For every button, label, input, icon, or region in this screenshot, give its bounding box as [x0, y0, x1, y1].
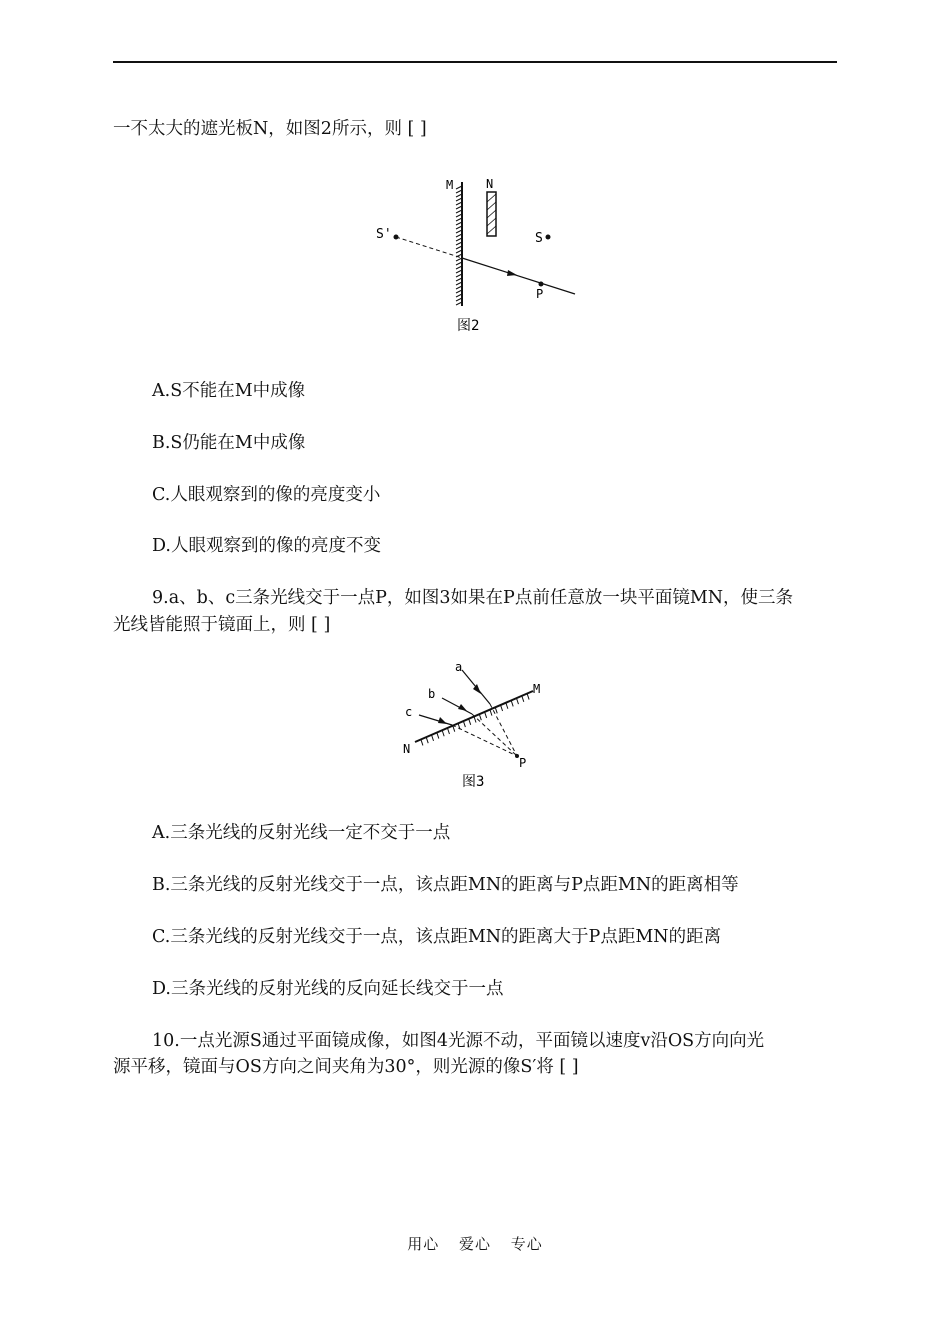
- q9-option-a: A.三条光线的反射光线一定不交于一点: [152, 823, 451, 843]
- figure-3-caption: 图3: [462, 774, 485, 790]
- q9-option-c: C.三条光线的反射光线交于一点，该点距MN的距离大于P点距MN的距离: [152, 927, 722, 947]
- label-m: M: [446, 178, 454, 192]
- ray-b-arrow: [458, 704, 467, 711]
- label-n: N: [486, 177, 494, 191]
- label-p: P: [536, 287, 544, 301]
- ray-c-arrow: [438, 717, 447, 724]
- q9-option-d: D.三条光线的反射光线的反向延长线交于一点: [152, 979, 504, 999]
- q10-stem-line-1: 10.一点光源S通过平面镜成像，如图4光源不动，平面镜以速度v沿OS方向向光: [152, 1031, 765, 1051]
- q8-option-d: D.人眼观察到的像的亮度不变: [152, 536, 381, 556]
- point-p: [539, 282, 544, 287]
- virtual-ray: [396, 237, 462, 258]
- q9-stem-line-1: 9.a、b、c三条光线交于一点P，如图3如果在P点前任意放一块平面镜MN，使三条: [152, 588, 794, 608]
- q9-option-b: B.三条光线的反射光线交于一点，该点距MN的距离与P点距MN的距离相等: [152, 875, 739, 895]
- label-m: M: [533, 682, 541, 696]
- ray-c: [419, 715, 452, 725]
- figure-2-caption: 图2: [457, 318, 480, 334]
- label-n: N: [403, 742, 411, 756]
- point-s: [546, 235, 551, 240]
- ray-arrow: [507, 270, 517, 276]
- header-rule: [113, 61, 837, 63]
- figure-3: [395, 658, 560, 793]
- ray-b: [442, 698, 472, 714]
- point-s-prime: [394, 235, 399, 240]
- q8-option-c: C.人眼观察到的像的亮度变小: [152, 485, 381, 505]
- label-c: c: [405, 705, 413, 719]
- ray-c-extension: [452, 725, 517, 756]
- footer-word-2: 爱心: [458, 1235, 491, 1253]
- q9-stem-line-2: 光线皆能照于镜面上，则 [ ]: [113, 615, 331, 635]
- label-s: S: [535, 231, 543, 246]
- reflected-ray: [462, 258, 575, 294]
- figure-2: [370, 172, 585, 337]
- q8-option-a: A.S不能在M中成像: [152, 381, 306, 401]
- ray-b-extension: [472, 714, 517, 756]
- page-footer: [0, 1233, 950, 1254]
- occluder-hatching: [487, 194, 496, 234]
- mirror-mn-hatching: [421, 694, 529, 746]
- q8-option-b: B.S仍能在M中成像: [152, 433, 306, 453]
- label-s-prime: S': [376, 227, 392, 242]
- footer-word-3: 专心: [510, 1235, 543, 1253]
- label-b: b: [428, 687, 436, 701]
- q10-stem-line-2: 源平移，镜面与OS方向之间夹角为30°，则光源的像S′将 [ ]: [113, 1057, 579, 1077]
- q8-intro: 一不太大的遮光板N，如图2所示，则 [ ]: [113, 119, 427, 139]
- ray-a-extension: [490, 704, 517, 756]
- label-p: P: [519, 756, 527, 770]
- label-a: a: [455, 660, 463, 674]
- footer-word-1: 用心: [407, 1235, 440, 1253]
